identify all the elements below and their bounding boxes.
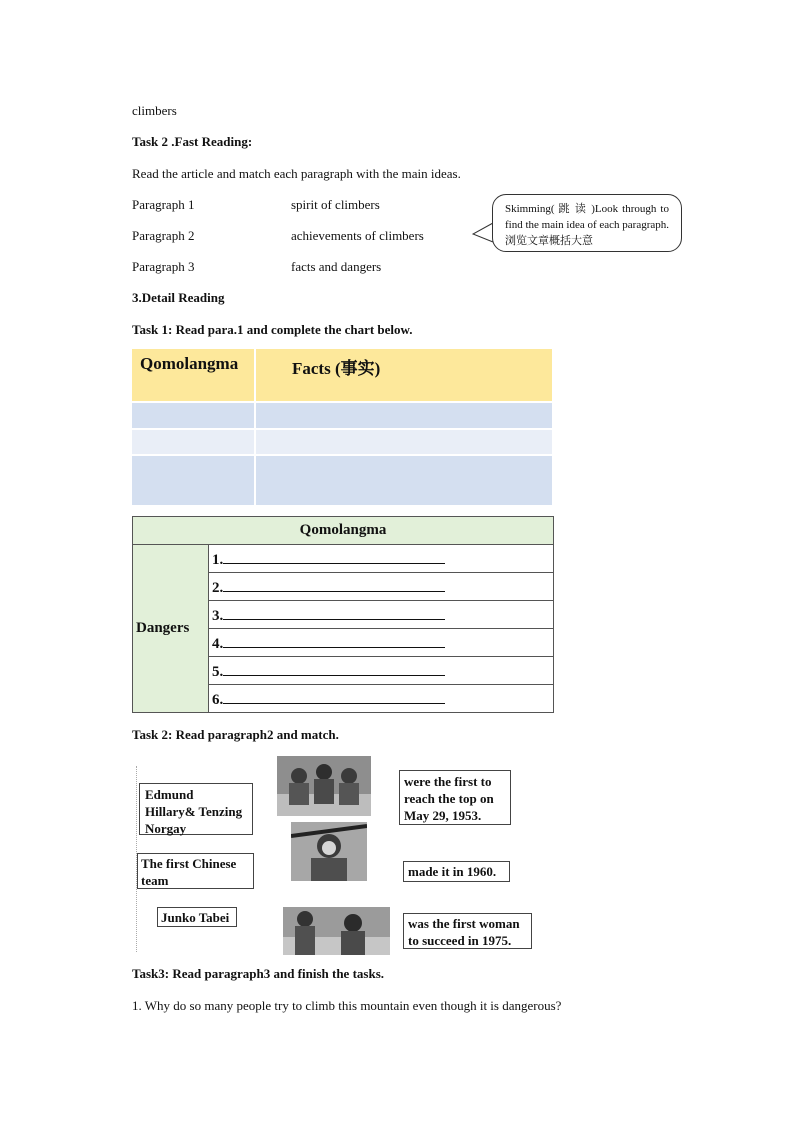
photo-hillary-norgay <box>277 756 371 816</box>
answer-blank[interactable] <box>223 661 445 676</box>
facts-cell[interactable] <box>132 455 255 505</box>
main-idea-3: facts and dangers <box>291 259 382 274</box>
person-box-chinese-team[interactable]: The first Chinese team <box>137 853 254 889</box>
facts-cell[interactable] <box>255 429 552 455</box>
task3-question-1: 1. Why do so many people try to climb this mountain even though it is dangerous? <box>132 998 562 1013</box>
achievement-box-1960[interactable]: made it in 1960. <box>403 861 510 882</box>
fast-reading-title: Task 2 .Fast Reading: <box>132 134 253 149</box>
skimming-callout: Skimming( 跳 读 )Look through to find the main idea of each paragraph.浏览文章概括大意 <box>492 194 682 252</box>
danger-item-3[interactable]: 3. <box>209 601 554 629</box>
dangers-table-title: Qomolangma <box>133 517 554 545</box>
facts-col1-header: Qomolangma <box>132 349 255 402</box>
achievement-box-1953[interactable]: were the first to reach the top on May 29, 1953. <box>399 770 511 825</box>
facts-row <box>132 455 552 505</box>
paragraph-label-1: Paragraph 1 <box>132 197 195 212</box>
danger-item-2[interactable]: 2. <box>209 573 554 601</box>
danger-item-6[interactable]: 6. <box>209 685 554 713</box>
facts-row <box>132 402 552 429</box>
facts-row <box>132 429 552 455</box>
danger-item-4[interactable]: 4. <box>209 629 554 657</box>
answer-blank[interactable] <box>223 633 445 648</box>
answer-blank[interactable] <box>223 549 445 564</box>
detail-task1-title: Task 1: Read para.1 and complete the chart below. <box>132 322 413 337</box>
match-task-title: Task 2: Read paragraph2 and match. <box>132 727 339 742</box>
photo-chinese-team <box>291 822 367 881</box>
detail-reading-title: 3.Detail Reading <box>132 290 225 305</box>
facts-cell[interactable] <box>255 402 552 429</box>
paragraph-label-3: Paragraph 3 <box>132 259 195 274</box>
achievement-box-1975[interactable]: was the first woman to succeed in 1975. <box>403 913 532 949</box>
person-box-hillary[interactable]: Edmund Hillary& Tenzing Norgay <box>139 783 253 835</box>
answer-blank[interactable] <box>223 605 445 620</box>
main-idea-2: achievements of climbers <box>291 228 424 243</box>
danger-item-1[interactable]: 1. <box>209 545 554 573</box>
danger-item-5[interactable]: 5. <box>209 657 554 685</box>
task3-title: Task3: Read paragraph3 and finish the tasks. <box>132 966 385 981</box>
dangers-table <box>132 516 554 713</box>
fast-reading-instruction: Read the article and match each paragraph with the main ideas. <box>132 166 461 181</box>
answer-blank[interactable] <box>223 577 445 592</box>
facts-table <box>132 349 552 505</box>
facts-cell[interactable] <box>132 402 255 429</box>
person-box-junko-tabei[interactable]: Junko Tabei <box>157 907 237 927</box>
answer-blank[interactable] <box>223 689 445 704</box>
intro-text: climbers <box>132 103 177 118</box>
facts-col2-header: Facts (事实) <box>255 349 552 402</box>
paragraph-label-2: Paragraph 2 <box>132 228 195 243</box>
facts-cell[interactable] <box>255 455 552 505</box>
photo-junko-tabei <box>283 907 390 955</box>
main-idea-1: spirit of climbers <box>291 197 380 212</box>
facts-cell[interactable] <box>132 429 255 455</box>
dangers-label: Dangers <box>133 545 209 713</box>
